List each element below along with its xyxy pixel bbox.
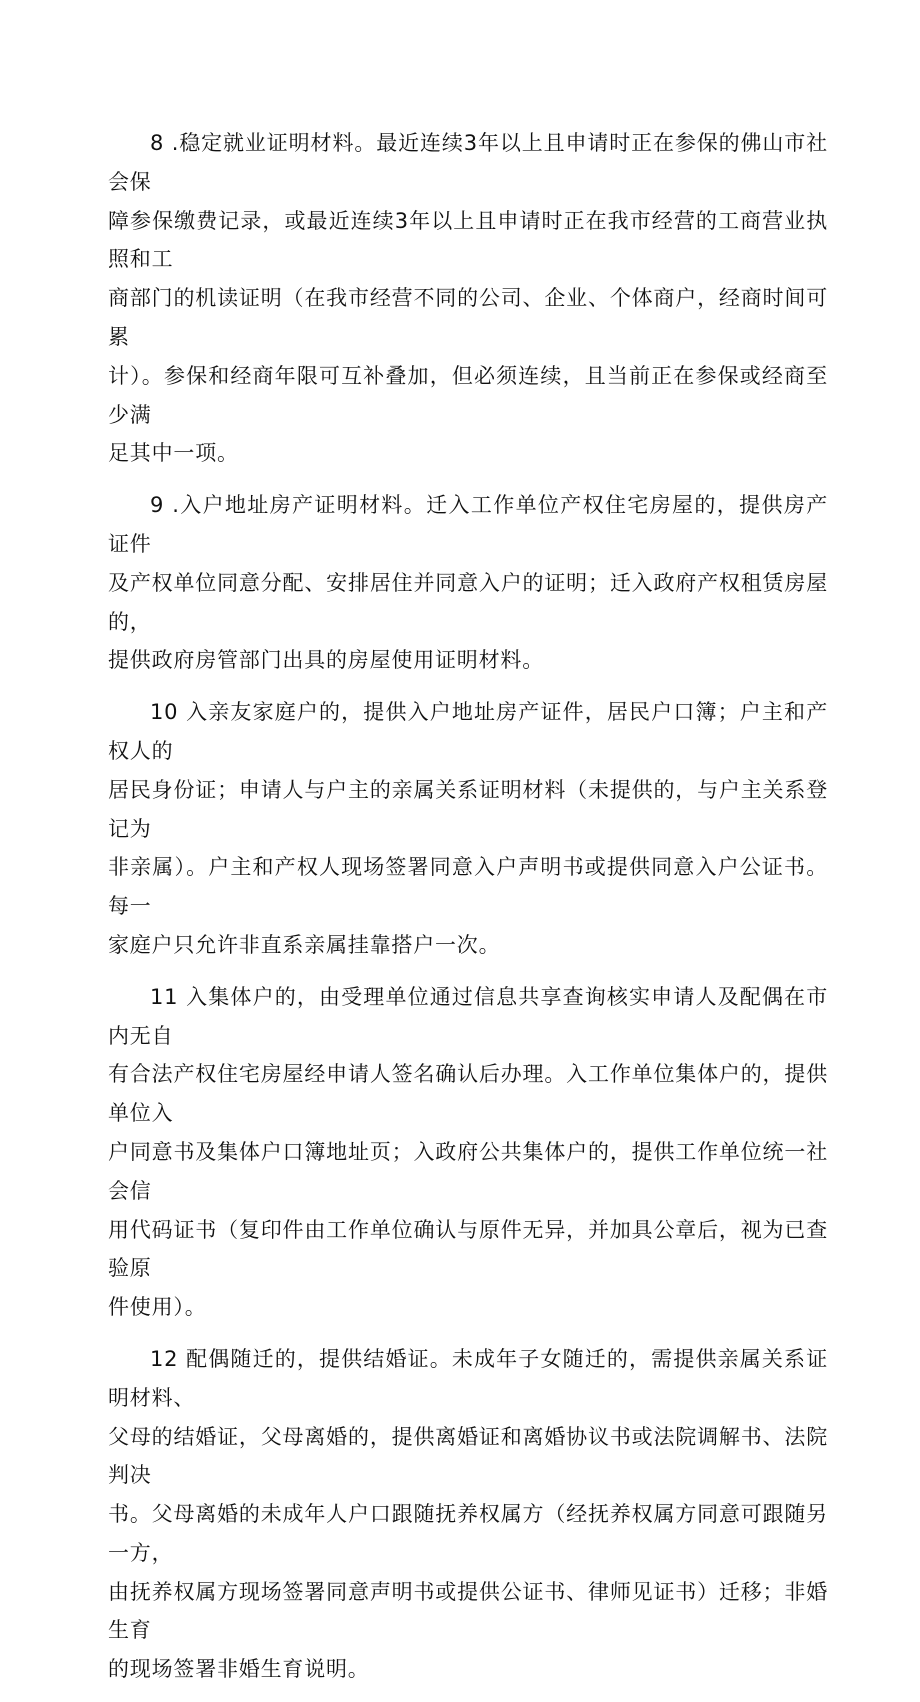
paragraph-item-8: 8 .稳定就业证明材料。最近连续3年以上且申请时正在参保的佛山市社会保 障参保缴费记录，或最近连续3年以上且申请时正在我市经营的工商营业执照和工 商部门的机读证明（在我市经营不同的公司、企业、个体商户，经商时间可累 计）。参保和经商年限可互补叠加，但必须连续，且当前正在参保或经商至少满 足其中一项。 bbox=[108, 131, 828, 466]
document-page bbox=[108, 124, 828, 1702]
paragraph-item-11: 11 入集体户的，由受理单位通过信息共享查询核实申请人及配偶在市内无自 有合法产权住宅房屋经申请人签名确认后办理。入工作单位集体户的，提供单位入 户同意书及集体户口簿地址页；入政府公共集体户的，提供工作单位统一社会信 用代码证书（复印件由工作单位确认与原件无异，并加具公章后，视为已查验原 件使用）。 bbox=[108, 984, 828, 1320]
paragraph-item-10: 10 入亲友家庭户的，提供入户地址房产证件，居民户口簿；户主和产权人的 居民身份证；申请人与户主的亲属关系证明材料（未提供的，与户主关系登记为 非亲属）。户主和产权人现场签署同意入户声明书或提供同意入户公证书。每一 家庭户只允许非直系亲属挂靠搭户一次。 bbox=[108, 700, 828, 957]
paragraph-item-9: 9 .入户地址房产证明材料。迁入工作单位产权住宅房屋的，提供房产证件 及产权单位同意分配、安排居住并同意入户的证明；迁入政府产权租赁房屋的， 提供政府房管部门出具的房屋使用证明材料。 bbox=[108, 493, 828, 673]
paragraph-item-12: 12 配偶随迁的，提供结婚证。未成年子女随迁的，需提供亲属关系证明材料、 父母的结婚证，父母离婚的，提供离婚证和离婚协议书或法院调解书、法院判决 书。父母离婚的未成年人户口跟随抚养权属方（经抚养权属方同意可跟随另一方， 由抚养权属方现场签署同意声明书或提供公证书、律师见证书）迁移；非婚生育 的现场签署非婚生育说明。 bbox=[108, 1346, 828, 1682]
